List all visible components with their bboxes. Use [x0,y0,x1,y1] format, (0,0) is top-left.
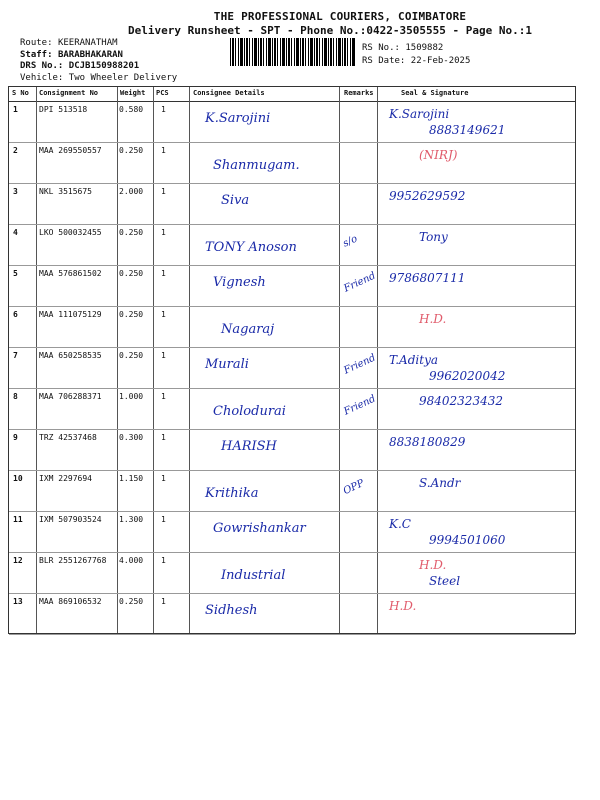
row-pcs: 1 [161,515,166,524]
drs-line: DRS No.: DCJB150988201 [20,61,140,71]
staff-line: Staff: BARABHAKARAN [20,49,123,60]
row-consignee-handwriting: Murali [205,357,249,372]
row-signature-handwriting: H.D. [419,558,447,572]
row-pcs: 1 [161,105,166,114]
row-consignee-handwriting: Nagaraj [221,322,275,337]
row-consignment-no: MAA 869106532 [39,597,102,606]
row-sno: 5 [13,269,18,278]
row-signature-note-handwriting: 9962020042 [429,369,506,383]
row-consignment-no: TRZ 42537468 [39,433,97,442]
row-sno: 8 [13,392,18,401]
row-sno: 10 [13,474,23,483]
row-sno: 6 [13,310,18,319]
row-weight: 0.250 [119,228,144,237]
row-consignee-handwriting: Gowrishankar [213,521,306,536]
row-remarks-handwriting: OPP [341,477,366,498]
row-weight: 0.580 [119,105,144,114]
row-pcs: 1 [161,351,166,360]
runsheet-subtitle: Delivery Runsheet - SPT - Phone No.:0422-3505555 - Page No.:1 [128,24,532,37]
row-sno: 4 [13,228,18,237]
row-pcs: 1 [161,269,166,278]
table-row [9,429,575,471]
row-sno: 3 [13,187,18,196]
row-signature-note-handwriting: 9994501060 [429,533,506,547]
row-consignment-no: LKO 500032455 [39,228,102,237]
row-consignment-no: IXM 2297694 [39,474,92,483]
row-signature-handwriting: H.D. [389,599,417,613]
row-pcs: 1 [161,228,166,237]
rs-date-value: 22-Feb-2025 [410,56,471,66]
row-signature-handwriting: 9786807111 [389,271,466,285]
row-consignment-no: MAA 706288371 [39,392,102,401]
runsheet-meta-left [20,38,177,84]
row-weight: 1.300 [119,515,144,524]
row-signature-handwriting: K.Sarojini [389,107,450,121]
row-signature-handwriting: T.Aditya [389,353,438,367]
table-row [9,101,575,143]
row-consignee-handwriting: Vignesh [213,275,266,290]
row-consignee-handwriting: Sidhesh [205,603,258,618]
row-consignment-no: MAA 111075129 [39,310,102,319]
row-pcs: 1 [161,146,166,155]
vehicle-value: Two Wheeler Delivery [68,72,178,83]
row-weight: 0.250 [119,146,144,155]
row-consignee-handwriting: Krithika [205,486,259,501]
row-consignee-handwriting: Industrial [221,568,286,583]
table-row [9,183,575,225]
row-signature-handwriting: S.Andr [419,476,461,490]
row-weight: 0.300 [119,433,144,442]
col-header-consignment: Consignment No [39,89,99,97]
row-consignee-handwriting: Siva [221,193,250,208]
staff-value: BARABHAKARAN [57,49,123,60]
row-signature-handwriting: 98402323432 [419,394,503,408]
row-remarks-handwriting: Friend [342,352,378,377]
delivery-table [8,86,576,634]
row-signature-handwriting: (NIRJ) [419,148,458,162]
row-signature-handwriting: 8838180829 [389,435,466,449]
row-sno: 13 [13,597,23,606]
row-signature-handwriting: Tony [419,230,448,244]
barcode [230,38,356,66]
table-row [9,347,575,389]
row-consignment-no: IXM 507903524 [39,515,102,524]
col-header-signature: Seal & Signature [401,89,469,97]
row-weight: 0.250 [119,269,144,278]
row-signature-handwriting: H.D. [419,312,447,326]
col-header-sno: S No [12,89,29,97]
runsheet-meta-right [362,42,470,68]
row-signature-note-handwriting: Steel [429,574,461,588]
row-weight: 0.250 [119,351,144,360]
row-sno: 2 [13,146,18,155]
row-weight: 0.250 [119,310,144,319]
row-weight: 1.150 [119,474,144,483]
row-remarks-handwriting: s/o [341,233,360,250]
col-header-remarks: Remarks [344,89,374,97]
row-signature-note-handwriting: 8883149621 [429,123,506,137]
row-consignee-handwriting: HARISH [221,439,277,454]
row-consignee-handwriting: Cholodurai [213,404,286,419]
table-row [9,470,575,512]
row-consignee-handwriting: TONY Anoson [205,240,297,255]
table-row [9,306,575,348]
rs-no-line: RS No.: 1509882 [362,43,444,53]
row-sno: 9 [13,433,18,442]
row-consignment-no: DPI 513518 [39,105,88,114]
row-weight: 4.000 [119,556,144,565]
table-row [9,142,575,184]
rs-no-value: 1509882 [405,43,444,53]
row-pcs: 1 [161,556,166,565]
row-consignee-handwriting: Shanmugam. [213,158,300,173]
rs-date-line: RS Date: 22-Feb-2025 [362,56,471,66]
row-sno: 11 [13,515,23,524]
row-sno: 1 [13,105,18,114]
row-weight: 0.250 [119,597,144,606]
row-pcs: 1 [161,433,166,442]
table-row [9,552,575,594]
drs-value: DCJB150988201 [68,61,140,71]
row-consignment-no: MAA 650258535 [39,351,102,360]
row-remarks-handwriting: Friend [342,270,378,295]
row-weight: 1.000 [119,392,144,401]
company-title: THE PROFESSIONAL COURIERS, COIMBATORE [213,10,467,23]
row-pcs: 1 [161,187,166,196]
row-pcs: 1 [161,597,166,606]
row-signature-handwriting: K.C [389,517,411,531]
table-row [9,265,575,307]
table-row [9,388,575,430]
col-header-pcs: PCS [156,89,169,97]
row-consignee-handwriting: K.Sarojini [205,111,271,126]
row-pcs: 1 [161,392,166,401]
table-row [9,511,575,553]
row-pcs: 1 [161,310,166,319]
row-sno: 7 [13,351,18,360]
col-header-weight: Weight [120,89,146,97]
row-pcs: 1 [161,474,166,483]
row-consignment-no: BLR 2551267768 [39,556,107,565]
route-value: KEERANATHAM [57,38,118,48]
row-remarks-handwriting: Friend [342,393,378,418]
row-consignment-no: NKL 3515675 [39,187,92,196]
row-consignment-no: MAA 576861502 [39,269,102,278]
row-sno: 12 [13,556,23,565]
table-row [9,593,575,635]
route-line: Route: KEERANATHAM [20,38,118,48]
table-header [9,87,575,102]
vehicle-line: Vehicle: Two Wheeler Delivery [20,72,178,83]
row-signature-handwriting: 9952629592 [389,189,466,203]
row-weight: 2.000 [119,187,144,196]
col-header-consignee: Consignee Details [193,89,265,97]
row-consignment-no: MAA 269550557 [39,146,102,155]
table-row [9,224,575,266]
